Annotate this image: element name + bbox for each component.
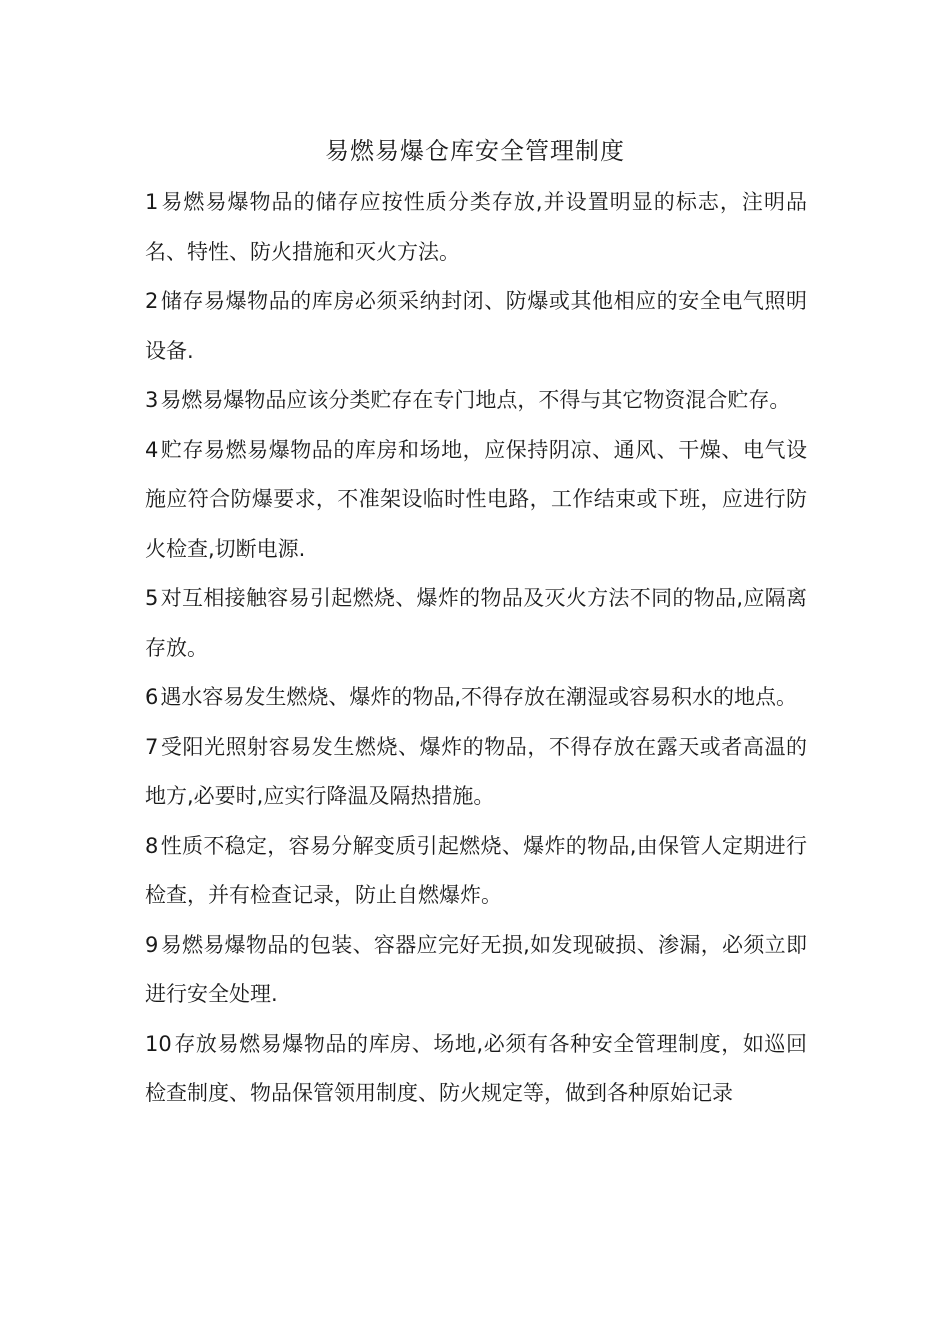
rule-text: 存放易燃易爆物品的库房、场地,必须有各种安全管理制度，如巡回检查制度、物品保管领用制度、防火规定等，做到各种原始记录 xyxy=(145,1031,807,1105)
rule-number: 9 xyxy=(145,932,159,957)
rule-number: 8 xyxy=(145,833,159,858)
rule-item-5 xyxy=(145,574,807,673)
document-body xyxy=(145,178,807,1119)
document-title: 易燃易爆仓库安全管理制度 xyxy=(325,137,625,165)
rule-item-9 xyxy=(145,921,807,1020)
rule-text: 易燃易爆物品的包装、容器应完好无损,如发现破损、渗漏，必须立即进行安全处理. xyxy=(145,932,807,1006)
rule-number: 10 xyxy=(145,1031,172,1056)
rule-text: 易燃易爆物品应该分类贮存在专门地点，不得与其它物资混合贮存。 xyxy=(160,388,791,412)
rule-text: 对互相接触容易引起燃烧、爆炸的物品及灭火方法不同的物品,应隔离存放。 xyxy=(145,586,807,660)
rule-item-10 xyxy=(145,1020,807,1119)
rule-item-7 xyxy=(145,723,807,822)
rule-text: 贮存易燃易爆物品的库房和场地，应保持阴凉、通风、干燥、电气设施应符合防爆要求，不准架设临时性电路，工作结束或下班，应进行防火检查,切断电源. xyxy=(145,437,807,561)
rule-text: 易燃易爆物品的储存应按性质分类存放,并设置明显的标志，注明品名、特性、防火措施和灭火方法。 xyxy=(145,190,807,264)
rule-number: 3 xyxy=(145,388,159,412)
rule-item-1 xyxy=(145,178,807,277)
rule-item-8 xyxy=(145,822,807,921)
rule-item-2 xyxy=(145,277,807,376)
rule-item-4 xyxy=(145,426,807,575)
rule-text: 遇水容易发生燃烧、爆炸的物品,不得存放在潮湿或容易积水的地点。 xyxy=(160,685,798,709)
rule-text: 储存易爆物品的库房必须采纳封闭、防爆或其他相应的安全电气照明设备. xyxy=(145,289,807,363)
rule-number: 2 xyxy=(145,289,159,313)
rule-number: 5 xyxy=(145,586,159,610)
rule-number: 4 xyxy=(145,437,159,462)
rule-text: 受阳光照射容易发生燃烧、爆炸的物品，不得存放在露天或者高温的地方,必要时,应实行降温及隔热措施。 xyxy=(145,734,807,808)
rule-number: 6 xyxy=(145,685,159,709)
rule-number: 1 xyxy=(145,190,159,214)
rule-number: 7 xyxy=(145,734,159,759)
rule-text: 性质不稳定，容易分解变质引起燃烧、爆炸的物品,由保管人定期进行检查，并有检查记录，防止自燃爆炸。 xyxy=(145,833,807,907)
rule-item-3 xyxy=(145,376,807,426)
rule-item-6 xyxy=(145,673,807,723)
